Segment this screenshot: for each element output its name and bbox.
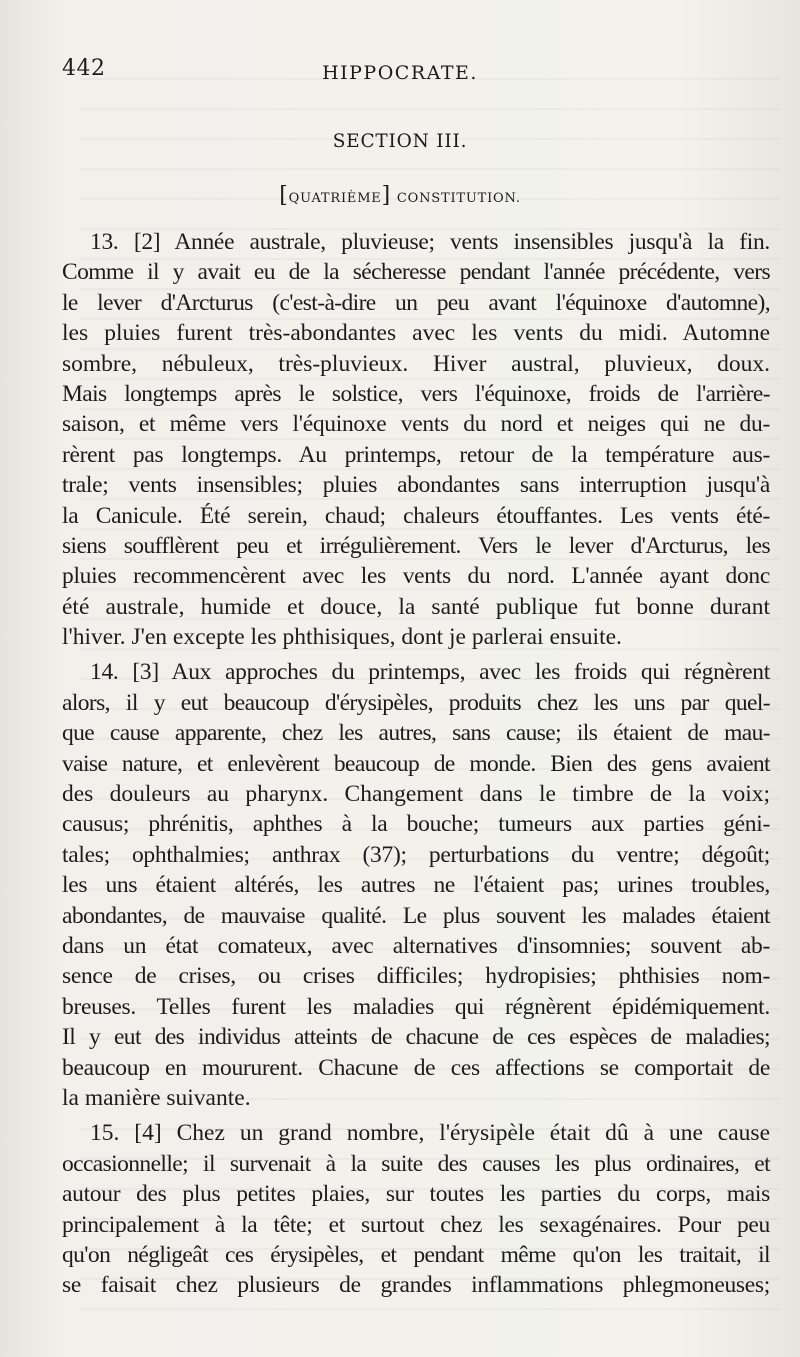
text-line: beaucoup en moururent. Chacune de ces affections se comportait de	[62, 1054, 770, 1081]
text-line: se faisait chez plusieurs de grandes inflammations phlegmoneuses;	[62, 1272, 770, 1299]
paragraph-14	[62, 657, 770, 1113]
text-line: les uns étaient altérés, les autres ne l'étaient pas; urines troubles,	[62, 872, 770, 899]
text-line: siens soufflèrent peu et irrégulièrement. Vers le lever d'Arcturus, les	[62, 532, 770, 559]
text-line: Il y eut des individus atteints de chacune de ces espèces de maladies;	[62, 1024, 770, 1051]
text-line: Mais longtemps après le solstice, vers l'équinoxe, froids de l'arrière-	[62, 380, 770, 407]
subtitle-close-bracket: ]	[381, 183, 391, 208]
text-line: causus; phrénitis, aphthes à la bouche; tumeurs aux parties géni-	[62, 811, 770, 838]
text-line: alors, il y eut beaucoup d'érysipèles, produits chez les uns par quel-	[62, 689, 770, 716]
text-line: trale; vents insensibles; pluies abondantes sans interruption jusqu'à	[62, 472, 770, 499]
constitution-subtitle	[0, 183, 800, 208]
text-line: breuses. Telles furent les maladies qui régnèrent épidémiquement.	[62, 993, 770, 1020]
text-line: la manière suivante.	[62, 1084, 251, 1111]
text-line: vaise nature, et enlevèrent beaucoup de monde. Bien des gens avaient	[62, 750, 770, 777]
paragraph-15	[62, 1118, 770, 1300]
text-line: le lever d'Arcturus (c'est-à-dire un peu avant l'équinoxe d'automne),	[62, 289, 770, 316]
text-line: dans un état comateux, avec alternatives d'insomnies; souvent ab-	[62, 932, 770, 959]
text-line: tales; ophthalmies; anthrax (37); perturbations du ventre; dégoût;	[62, 841, 770, 868]
subtitle-open-bracket: [	[279, 183, 289, 208]
text-line: Comme il y avait eu de la sécheresse pendant l'année précédente, vers	[62, 259, 770, 286]
text-line: les pluies furent très-abondantes avec les vents du midi. Automne	[62, 320, 770, 347]
section-title: SECTION III.	[332, 131, 468, 152]
text-line: occasionnelle; il survenait à la suite des causes les plus ordinaires, et	[62, 1150, 770, 1177]
text-line: abondantes, de mauvaise qualité. Le plus souvent les malades étaient	[62, 902, 770, 929]
page-number: 442	[62, 56, 106, 81]
text-line: été australe, humide et douce, la santé publique fut bonne durant	[62, 593, 770, 620]
text-line: que cause apparente, chez les autres, sans cause; ils étaient de mau-	[62, 720, 770, 747]
text-line: rèrent pas longtemps. Au printemps, retour de la température aus-	[62, 441, 770, 468]
text-line: l'hiver. J'en excepte les phthisiques, dont je parlerai ensuite.	[62, 624, 622, 651]
text-line: 15. [4] Chez un grand nombre, l'érysipèle était dû à une cause	[90, 1120, 770, 1147]
text-line: sombre, nébuleux, très-pluvieux. Hiver austral, pluvieux, doux.	[62, 350, 770, 377]
text-line: saison, et même vers l'équinoxe vents du nord et neiges qui ne du-	[62, 411, 770, 438]
text-line: sence de crises, ou crises difficiles; hydropisies; phthisies nom-	[62, 963, 770, 990]
subtitle-word: QUATRIÈME	[288, 191, 382, 206]
text-line: 13. [2] Année australe, pluvieuse; vents insensibles jusqu'à la fin.	[90, 229, 770, 255]
body-text	[62, 227, 770, 1301]
paragraph-13	[62, 227, 770, 652]
running-title: HIPPOCRATE.	[322, 62, 478, 84]
text-line: qu'on négligeât ces érysipèles, et pendant même qu'on les traitait, il	[62, 1241, 770, 1268]
text-line: la Canicule. Été serein, chaud; chaleurs étouffantes. Les vents été-	[62, 502, 770, 529]
subtitle-rest: CONSTITUTION.	[396, 191, 521, 206]
text-line: autour des plus petites plaies, sur toutes les parties du corps, mais	[62, 1181, 770, 1208]
text-line: 14. [3] Aux approches du printemps, avec les froids qui régnèrent	[90, 659, 770, 686]
text-line: principalement à la tête; et surtout chez les sexagénaires. Pour peu	[62, 1211, 770, 1238]
text-line: des douleurs au pharynx. Changement dans le timbre de la voix;	[62, 781, 770, 808]
text-line: pluies recommencèrent avec les vents du nord. L'année ayant donc	[62, 563, 770, 590]
